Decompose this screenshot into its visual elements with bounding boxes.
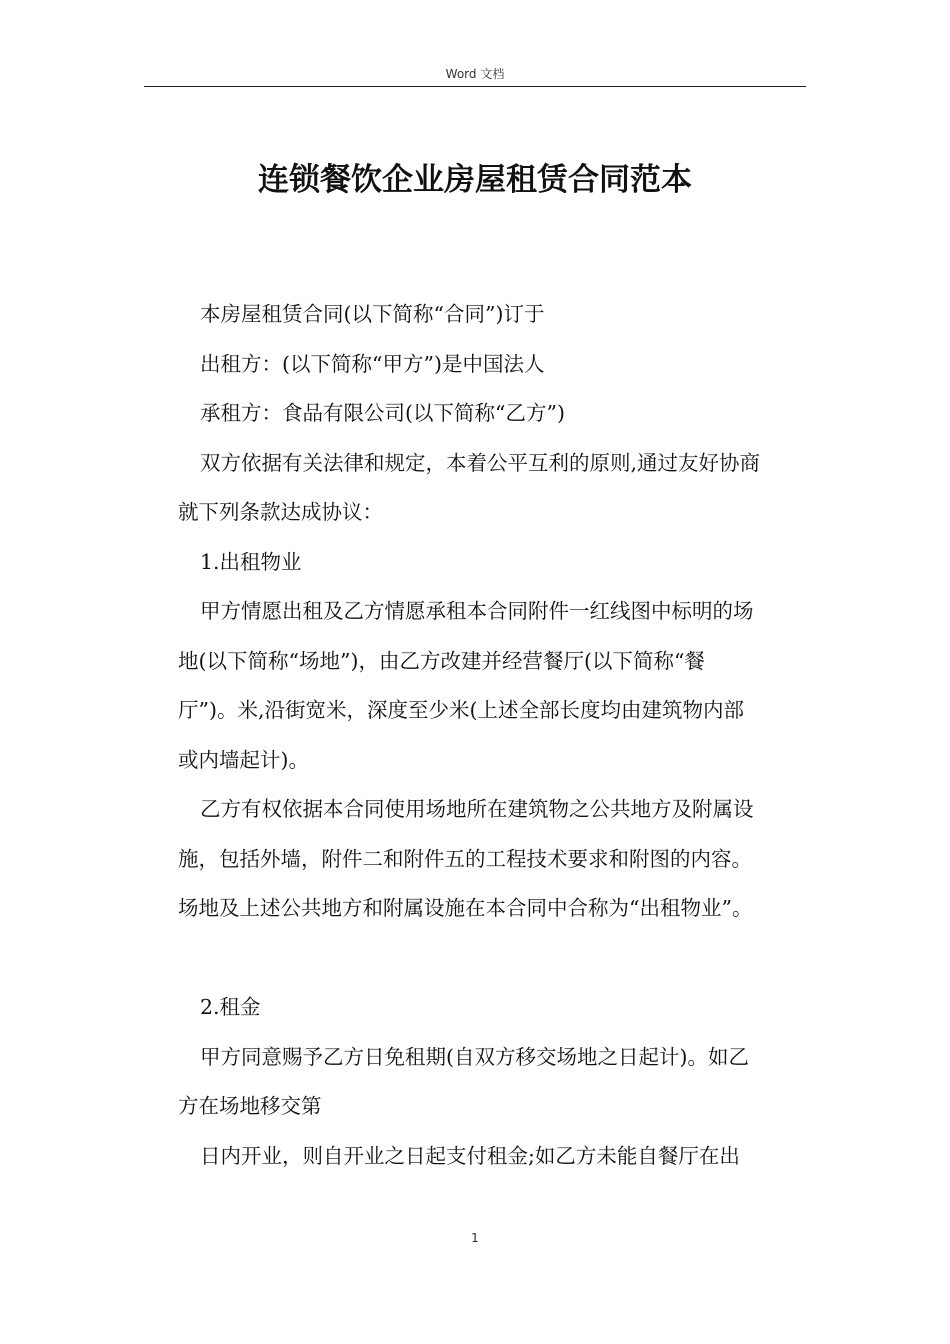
paragraph-line: 本房屋租赁合同(以下简称“合同”)订于 <box>200 302 545 326</box>
paragraph-line: 或内墙起计)。 <box>178 747 309 772</box>
blank-line <box>178 934 808 984</box>
section-heading: 1.出租物业 <box>200 549 302 574</box>
paragraph-line: 就下列条款达成协议： <box>178 500 383 524</box>
document-title: 连锁餐饮企业房屋租赁合同范本 <box>258 162 692 198</box>
document-body <box>178 290 808 1181</box>
paragraph-line: 方在场地移交第 <box>178 1094 322 1118</box>
paragraph-line: 日内开业，则自开业之日起支付租金;如乙方未能自餐厅在出 <box>200 1143 740 1168</box>
page-number: 1 <box>471 1231 479 1245</box>
paragraph-line: 承租方：食品有限公司(以下简称“乙方”) <box>200 401 565 425</box>
section-heading: 2.租金 <box>200 995 261 1019</box>
paragraph-line: 施，包括外墙，附件二和附件五的工程技术要求和附图的内容。 <box>178 846 752 871</box>
paragraph-line: 甲方同意赐予乙方日免租期(自双方移交场地之日起计)。如乙 <box>200 1044 749 1069</box>
paragraph-line: 双方依据有关法律和规定，本着公平互利的原则,通过友好协商 <box>200 450 761 475</box>
paragraph-line: 甲方情愿出租及乙方情愿承租本合同附件一红线图中标明的场 <box>200 599 754 623</box>
page-header: Word 文档 <box>445 67 505 81</box>
paragraph-line: 厅”)。米,沿街宽米，深度至少米(上述全部长度均由建筑物内部 <box>178 698 744 722</box>
paragraph-line: 出租方：(以下简称“甲方”)是中国法人 <box>200 351 545 376</box>
paragraph-line: 场地及上述公共地方和附属设施在本合同中合称为“出租物业”。 <box>178 896 753 920</box>
header-divider <box>144 86 806 87</box>
paragraph-line: 乙方有权依据本合同使用场地所在建筑物之公共地方及附属设 <box>200 797 754 821</box>
paragraph-line: 地(以下简称“场地”)，由乙方改建并经营餐厅(以下简称“餐 <box>178 648 705 673</box>
